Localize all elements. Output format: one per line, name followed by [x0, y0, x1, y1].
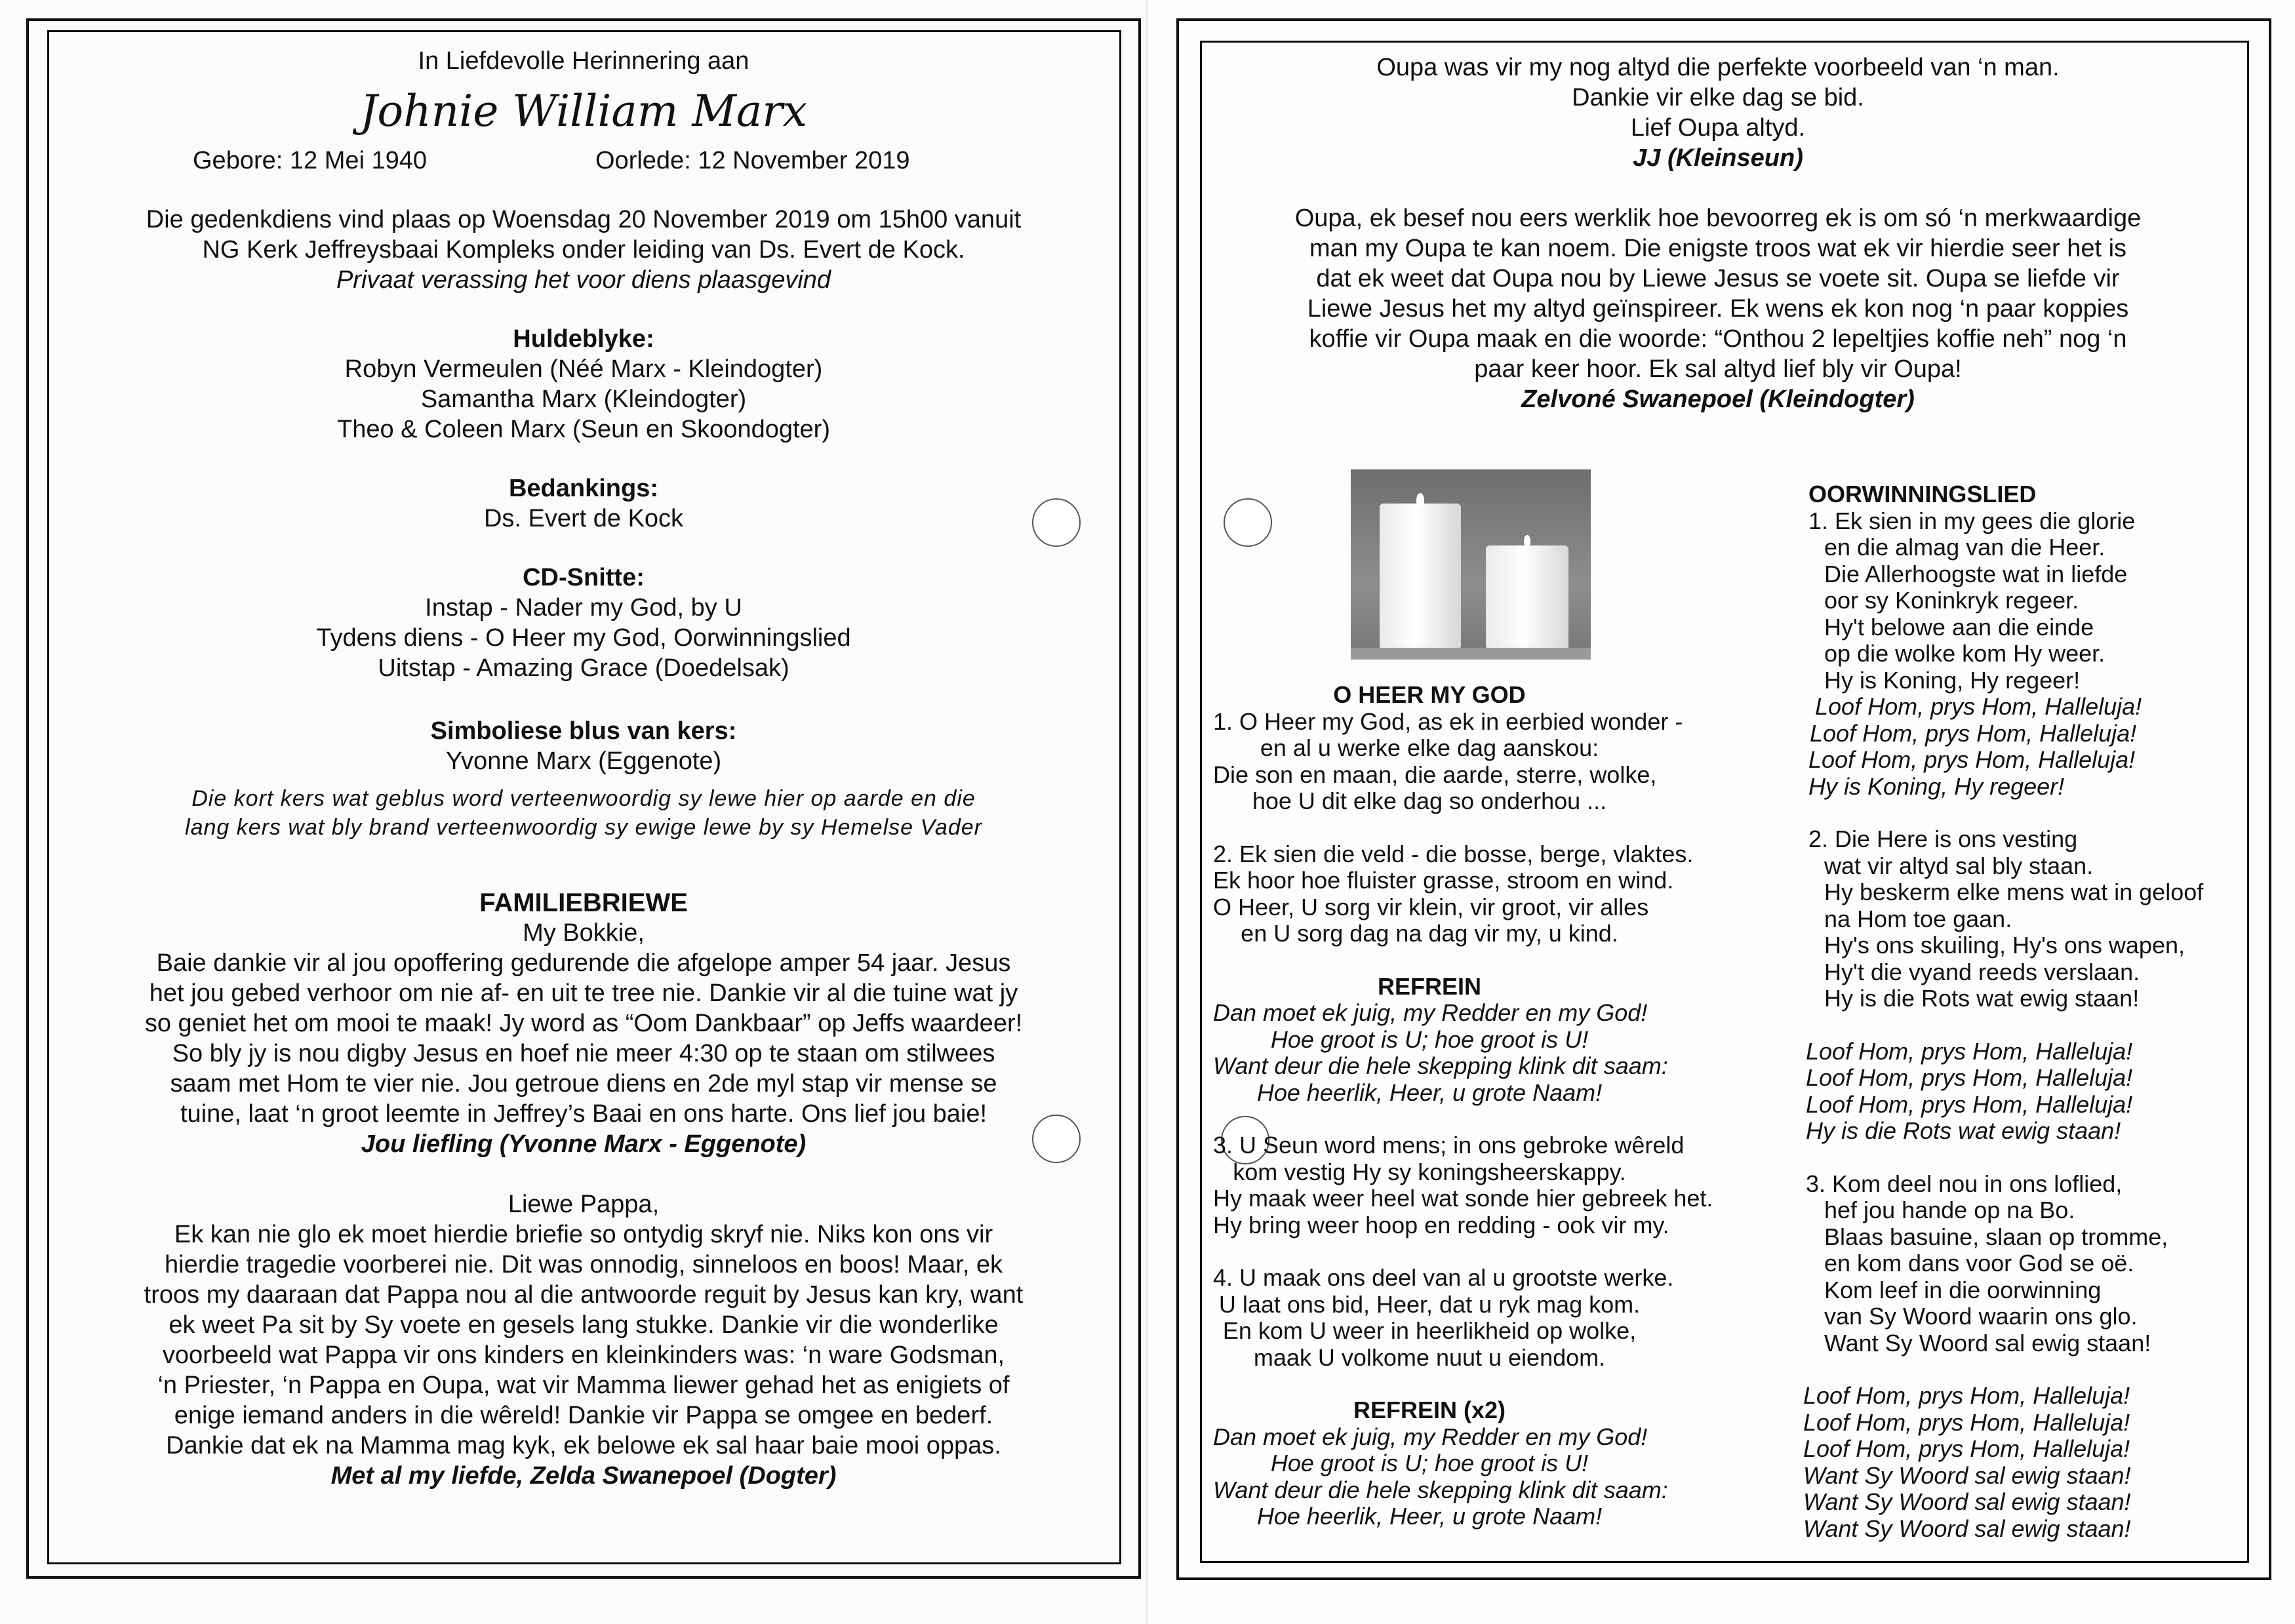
hymn-line: hoe U dit elke dag so onderhou ... [1252, 787, 1607, 814]
chorus-line: Want Sy Woord sal ewig staan! [1803, 1461, 2131, 1489]
hymn-line: 4. U maak ons deel van al u grootste werke. [1213, 1264, 1674, 1291]
service-note: Privaat verassing het voor diens plaasgevind [336, 266, 831, 294]
service-line: Die gedenkdiens vind plaas op Woensdag 20 November 2019 om 15h00 vanuit [146, 206, 1022, 233]
candle-note: lang kers wat bly brand verteenwoordig sy ewige lewe by sy Hemelse Vader [185, 815, 982, 840]
flame [1524, 535, 1530, 547]
letter-line: Dankie vir elke dag se bid. [1572, 84, 1864, 111]
letter-line: dat ek weet dat Oupa nou by Liewe Jesus se voete sit. Oupa se liefde vir [1316, 265, 2120, 292]
refrain-line: Dan moet ek juig, my Redder en my God! [1213, 1423, 1648, 1450]
letter-line: Baie dankie vir al jou opoffering gedurende die afgelope amper 54 jaar. Jesus [156, 949, 1011, 977]
hymn-line: 3. U Seun word mens; in ons gebroke wêreld [1213, 1132, 1685, 1159]
hymn-verse [1213, 1132, 1713, 1238]
deceased-name: Johnie William Marx [359, 86, 808, 136]
hymn-verse [1213, 840, 1694, 947]
letter-line: so geniet het om mooi te maak! Jy word as “Oom Dankbaar” op Jeffs waardeer! [144, 1010, 1023, 1037]
hymn-chorus [1797, 1383, 2282, 1542]
chorus-line: Loof Hom, prys Hom, Halleluja! [1808, 746, 2136, 773]
letter-signature: JJ (Kleinseun) [1633, 144, 1803, 172]
short-candle [1486, 545, 1568, 648]
hymn-line: En kom U weer in heerlikheid op wolke, [1222, 1317, 1637, 1344]
letter-line: enige iemand anders in die wêreld! Dankie vir Pappa se omgee en bederf. [174, 1402, 993, 1429]
letter-line: troos my daaraan dat Pappa nou al die antwoorde reguit by Jesus kan kry, want [144, 1281, 1024, 1309]
hymn-line: en kom dans voor God se oë. [1824, 1250, 2134, 1277]
hymn-line: Hy's ons skuiling, Hy's ons wapen, [1824, 932, 2185, 959]
letter-line: Dankie dat ek na Mamma mag kyk, ek belowe ek sal haar baie mooi oppas. [166, 1432, 1001, 1459]
death-date: Oorlede: 12 November 2019 [595, 147, 910, 174]
hymn-title: OORWINNINGSLIED [1808, 481, 2037, 507]
cd-item: Tydens diens - O Heer my God, Oorwinningslied [316, 624, 851, 652]
hymn-line: Hy't belowe aan die einde [1824, 613, 2094, 641]
candle-person: Yvonne Marx (Eggenote) [445, 747, 722, 775]
hymn-line: Hy't die vyand reeds verslaan. [1824, 958, 2140, 985]
hymn-oorwinningslied [1797, 481, 2282, 1542]
cd-item: Instap - Nader my God, by U [425, 594, 742, 622]
hymn-line: 2. Die Here is ons vesting [1808, 825, 2078, 852]
letter-line: Lief Oupa altyd. [1630, 114, 1806, 142]
hymn-line: Hy is Koning, Hy regeer! [1824, 666, 2081, 694]
chorus-line: Loof Hom, prys Hom, Halleluja! [1810, 719, 2137, 747]
hymn-line: maak U volkome nuut u eiendom. [1253, 1343, 1606, 1371]
letter-line: koffie vir Oupa maak en die woorde: “Onthou 2 lepeltjies koffie neh” nog ‘n [1309, 325, 2127, 353]
intro-line: In Liefdevolle Herinnering aan [418, 47, 749, 75]
hymn-line: Kom leef in die oorwinning [1824, 1276, 2102, 1303]
letter-line: Ek kan nie glo ek moet hierdie briefie so ontydig skryf nie. Niks kon ons vir [174, 1221, 993, 1248]
hymn-o-heer-my-god [1213, 681, 1713, 1530]
hymn-line: 2. Ek sien die veld - die bosse, berge, vlaktes. [1213, 840, 1694, 867]
page-fold [1146, 0, 1149, 1624]
right-letters [1207, 52, 2229, 414]
letter-line: het jou gebed verhoor om nie af- en uit te tree nie. Dankie vir al die tuine wat jy [149, 980, 1018, 1007]
letter-line: Oupa was vir my nog altyd die perfekte voorbeeld van ‘n man. [1376, 54, 2060, 81]
hymn-line: Ek hoor hoe fluister grasse, stroom en wind. [1213, 867, 1674, 894]
hymn-line: Die son en maan, die aarde, sterre, wolke, [1213, 761, 1657, 788]
letter-line: Oupa, ek besef nou eers werklik hoe bevoorreg ek is om só ‘n merkwaardige [1294, 205, 2142, 232]
letter-line: So bly jy is nou digby Jesus en hoef nie meer 4:30 op te staan om stilwees [172, 1040, 995, 1067]
hymn-line: Die Allerhoogste wat in liefde [1824, 560, 2128, 587]
hymn-line: van Sy Woord waarin ons glo. [1824, 1303, 2138, 1330]
letter-line: voorbeeld wat Pappa vir ons kinders en kleinkinders was: ‘n ware Godsman, [162, 1341, 1005, 1369]
candle-note: Die kort kers wat geblus word verteenwoordig sy lewe hier op aarde en die [191, 786, 976, 811]
chorus-line: Hy is Koning, Hy regeer! [1808, 772, 2065, 800]
letter-signature: Zelvoné Swanepoel (Kleindogter) [1521, 386, 1915, 413]
letter-line: hierdie tragedie voorberei nie. Dit was onnodig, sinneloos en boos! Maar, ek [165, 1251, 1003, 1278]
refrain-line: Want deur die hele skepping klink dit saam: [1213, 1476, 1668, 1503]
hymn-line: Blaas basuine, slaan op tromme, [1824, 1223, 2168, 1250]
hymn-title: O HEER MY GOD [1333, 681, 1526, 708]
hymn-line: en die almag van die Heer. [1824, 534, 2105, 561]
hymn-line: U laat ons bid, Heer, dat u ryk mag kom. [1218, 1290, 1641, 1318]
hymn-line: Hy beskerm elke mens wat in geloof [1824, 879, 2204, 905]
thanks-name: Ds. Evert de Kock [483, 505, 684, 532]
hymn-refrain [1213, 972, 1668, 1107]
hymn-line: Hy maak weer heel wat sonde hier gebreek het. [1213, 1185, 1713, 1212]
hymn-line: Hy bring weer hoop en redding - ook vir my. [1213, 1211, 1669, 1238]
hymn-line: op die wolke kom Hy weer. [1824, 640, 2105, 667]
chorus-line: Want Sy Woord sal ewig staan! [1803, 1488, 2131, 1515]
hole-punch [1224, 498, 1272, 547]
hymn-line: na Hom toe gaan. [1824, 905, 2012, 932]
thanks-section [66, 473, 1102, 534]
left-content [66, 46, 1102, 1491]
service-section [66, 205, 1102, 295]
hymn-line: 3. Kom deel nou in ons loflied, [1806, 1170, 2123, 1197]
tribute-item: Robyn Vermeulen (Néé Marx - Kleindogter) [344, 355, 823, 383]
hymn-line: Want Sy Woord sal ewig staan! [1824, 1329, 2151, 1357]
dates-row [66, 146, 1102, 178]
candle-title: Simboliese blus van kers: [430, 717, 737, 745]
letter2-section [66, 1189, 1102, 1491]
chorus-line: Loof Hom, prys Hom, Halleluja! [1815, 693, 2142, 720]
letter-line: ‘n Priester, ‘n Pappa en Oupa, wat vir Mamma liewer gehad het as enigiets of [157, 1372, 1010, 1399]
tall-candle [1380, 504, 1461, 648]
cd-item: Uitstap - Amazing Grace (Doedelsak) [378, 654, 789, 682]
thanks-title: Bedankings: [508, 475, 659, 502]
letter-signature: Met al my liefde, Zelda Swanepoel (Dogter) [330, 1462, 837, 1490]
hymn-line: 1. Ek sien in my gees die glorie [1808, 507, 2136, 534]
hymn-line: wat vir altyd sal bly staan. [1824, 852, 2094, 879]
hymn-chorus [1797, 1039, 2282, 1145]
chorus-line: Loof Hom, prys Hom, Halleluja! [1803, 1382, 2130, 1409]
letter-greeting: My Bokkie, [523, 919, 645, 947]
letter-line: ek weet Pa sit by Sy voete en gesels lang stukke. Dankie vir die wonderlike [169, 1311, 999, 1339]
letter-line: saam met Hom te vier nie. Jou getroue diens en 2de myl stap vir mense se [170, 1070, 997, 1098]
letters-title: FAMILIEBRIEWE [479, 888, 688, 917]
letter-greeting: Liewe Pappa, [508, 1191, 660, 1218]
flame [1416, 493, 1424, 507]
hymn-verse [1213, 1264, 1674, 1371]
tributes-section [66, 324, 1102, 445]
refrain-line: Hoe heerlik, Heer, u grote Naam! [1256, 1079, 1603, 1106]
hymn-verse [1797, 1171, 2282, 1357]
hymn-line: 1. O Heer my God, as ek in eerbied wonder - [1213, 707, 1683, 735]
birth-date: Gebore: 12 Mei 1940 [193, 147, 428, 174]
zelvone-letter [1207, 203, 2229, 414]
hymn-line: kom vestig Hy sy koningsheerskappy. [1233, 1158, 1626, 1185]
refrain-line: Hoe groot is U; hoe groot is U! [1270, 1450, 1589, 1476]
candles-image [1351, 469, 1591, 660]
tribute-item: Samantha Marx (Kleindogter) [420, 386, 747, 413]
tribute-item: Theo & Coleen Marx (Seun en Skoondogter) [337, 416, 830, 443]
hymn-line: O Heer, U sorg vir klein, vir groot, vir alles [1213, 893, 1649, 921]
service-line: NG Kerk Jeffreysbaai Kompleks onder leiding van Ds. Evert de Kock. [202, 236, 965, 264]
chorus-line: Want Sy Woord sal ewig staan! [1803, 1515, 2131, 1542]
letter-signature: Jou liefling (Yvonne Marx - Eggenote) [361, 1130, 807, 1158]
letter-line: paar keer hoor. Ek sal altyd lief bly vir Oupa! [1474, 355, 1962, 383]
chorus-line: Loof Hom, prys Hom, Halleluja! [1806, 1037, 2133, 1065]
letter-line: Liewe Jesus het my altyd geïnspireer. Ek wens ek kon nog ‘n paar koppies [1307, 295, 2129, 323]
hymn-line: hef jou hande op na Bo. [1824, 1197, 2075, 1223]
hymn-line: oor sy Koninkryk regeer. [1824, 587, 2079, 614]
refrain-line: Want deur die hele skepping klink dit saam: [1213, 1052, 1668, 1079]
refrain-title: REFREIN (x2) [1353, 1396, 1506, 1423]
hymn-refrain [1213, 1396, 1668, 1530]
letter-line: man my Oupa te kan noem. Die enigste troos wat ek vir hierdie seer het is [1309, 235, 2127, 262]
hymn-line: en U sorg dag na dag vir my, u kind. [1241, 920, 1618, 947]
table-reflection [1351, 648, 1591, 660]
refrain-line: Hoe heerlik, Heer, u grote Naam! [1256, 1503, 1603, 1530]
hymn-line: Hy is die Rots wat ewig staan! [1824, 985, 2140, 1012]
hymn-line: en al u werke elke dag aanskou: [1260, 734, 1599, 761]
refrain-line: Hoe groot is U; hoe groot is U! [1270, 1025, 1589, 1053]
chorus-line: Loof Hom, prys Hom, Halleluja! [1803, 1435, 2130, 1462]
refrain-line: Dan moet ek juig, my Redder en my God! [1213, 999, 1648, 1026]
candle-section [66, 716, 1102, 842]
hymn-verse [1797, 826, 2282, 1012]
letters-section [66, 888, 1102, 1159]
tributes-title: Huldeblyke: [513, 325, 654, 353]
letter-line: tuine, laat ‘n groot leemte in Jeffrey’s Baai en ons harte. Ons lief jou baie! [180, 1100, 988, 1128]
chorus-line: Hy is die Rots wat ewig staan! [1806, 1117, 2121, 1144]
chorus-line: Loof Hom, prys Hom, Halleluja! [1806, 1064, 2133, 1091]
chorus-line: Loof Hom, prys Hom, Halleluja! [1806, 1090, 2133, 1118]
cd-title: CD-Snitte: [523, 564, 645, 591]
chorus-line: Loof Hom, prys Hom, Halleluja! [1803, 1408, 2130, 1436]
refrain-title: REFREIN [1377, 972, 1481, 1000]
cd-section [66, 563, 1102, 683]
